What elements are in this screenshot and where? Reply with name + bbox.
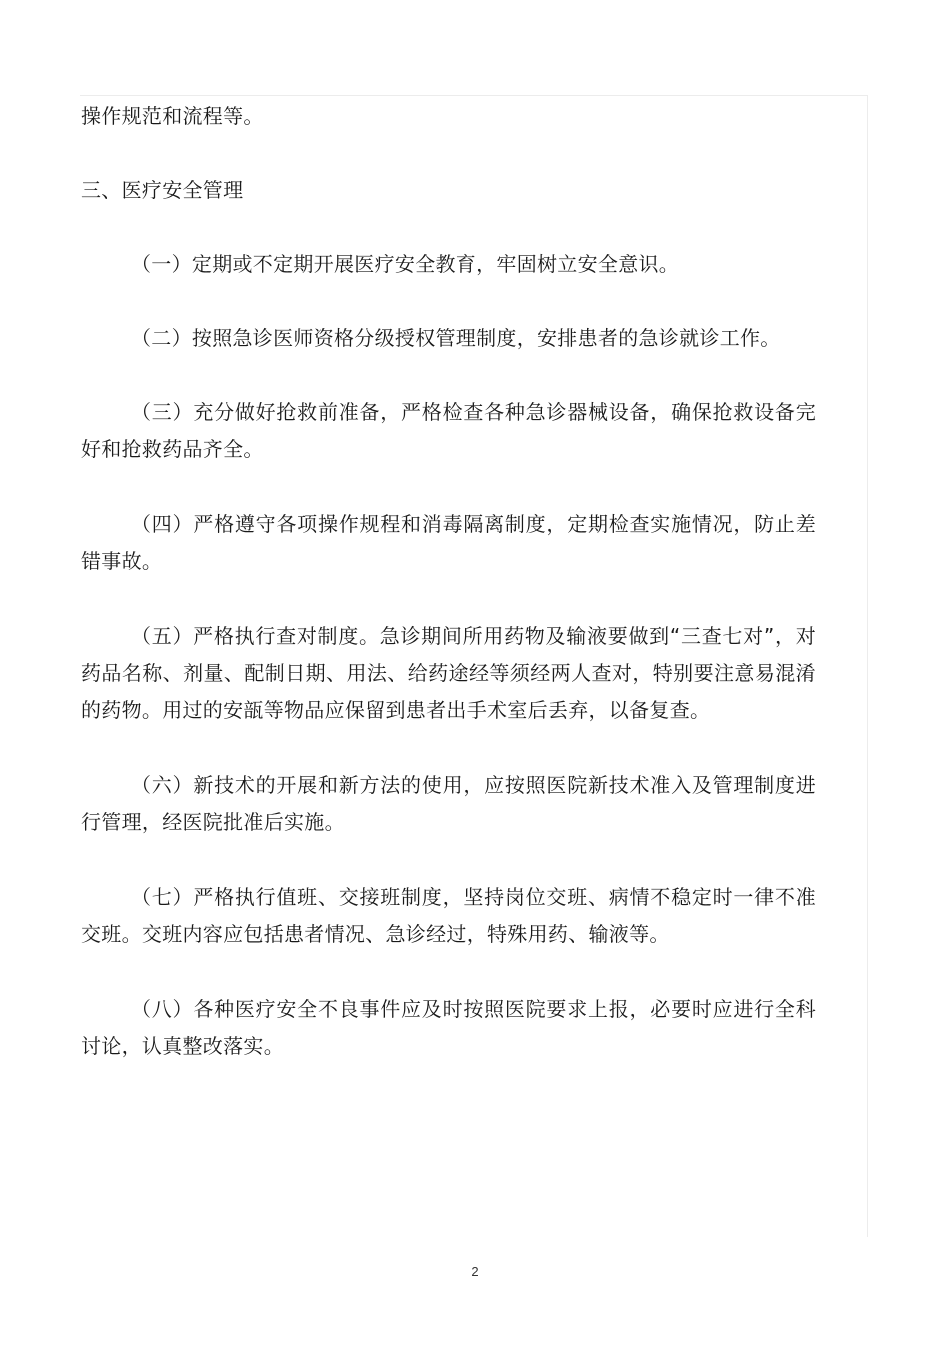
paragraph-item-2: （二）按照急诊医师资格分级授权管理制度，安排患者的急诊就诊工作。 [131, 326, 781, 350]
document-body [81, 98, 816, 1065]
paragraph-item-5: （五）严格执行查对制度。急诊期间所用药物及输液要做到“三查七对”，对药品名称、剂量、配制日期、用法、给药途经等须经两人查对，特别要注意易混淆的药物。用过的安瓿等物品应保留到患者出手术室后丢弃，以备复查。 [81, 624, 816, 722]
section-heading: 三、医疗安全管理 [81, 178, 244, 202]
paragraph-item-4: （四）严格遵守各项操作规程和消毒隔离制度，定期检查实施情况，防止差错事故。 [81, 512, 816, 573]
paragraph-item-3: （三）充分做好抢救前准备，严格检查各种急诊器械设备，确保抢救设备完好和抢救药品齐全。 [81, 400, 816, 461]
page-number: 2 [471, 1264, 479, 1279]
paragraph-item-6: （六）新技术的开展和新方法的使用，应按照医院新技术准入及管理制度进行管理，经医院批准后实施。 [81, 773, 816, 834]
paragraph-item-8: （八）各种医疗安全不良事件应及时按照医院要求上报，必要时应进行全科讨论，认真整改落实。 [81, 997, 816, 1058]
paragraph-continuation: 操作规范和流程等。 [81, 104, 264, 128]
paragraph-item-7: （七）严格执行值班、交接班制度，坚持岗位交班、病情不稳定时一律不准交班。交班内容应包括患者情况、急诊经过，特殊用药、输液等。 [81, 885, 816, 946]
paragraph-item-1: （一）定期或不定期开展医疗安全教育，牢固树立安全意识。 [131, 252, 680, 276]
